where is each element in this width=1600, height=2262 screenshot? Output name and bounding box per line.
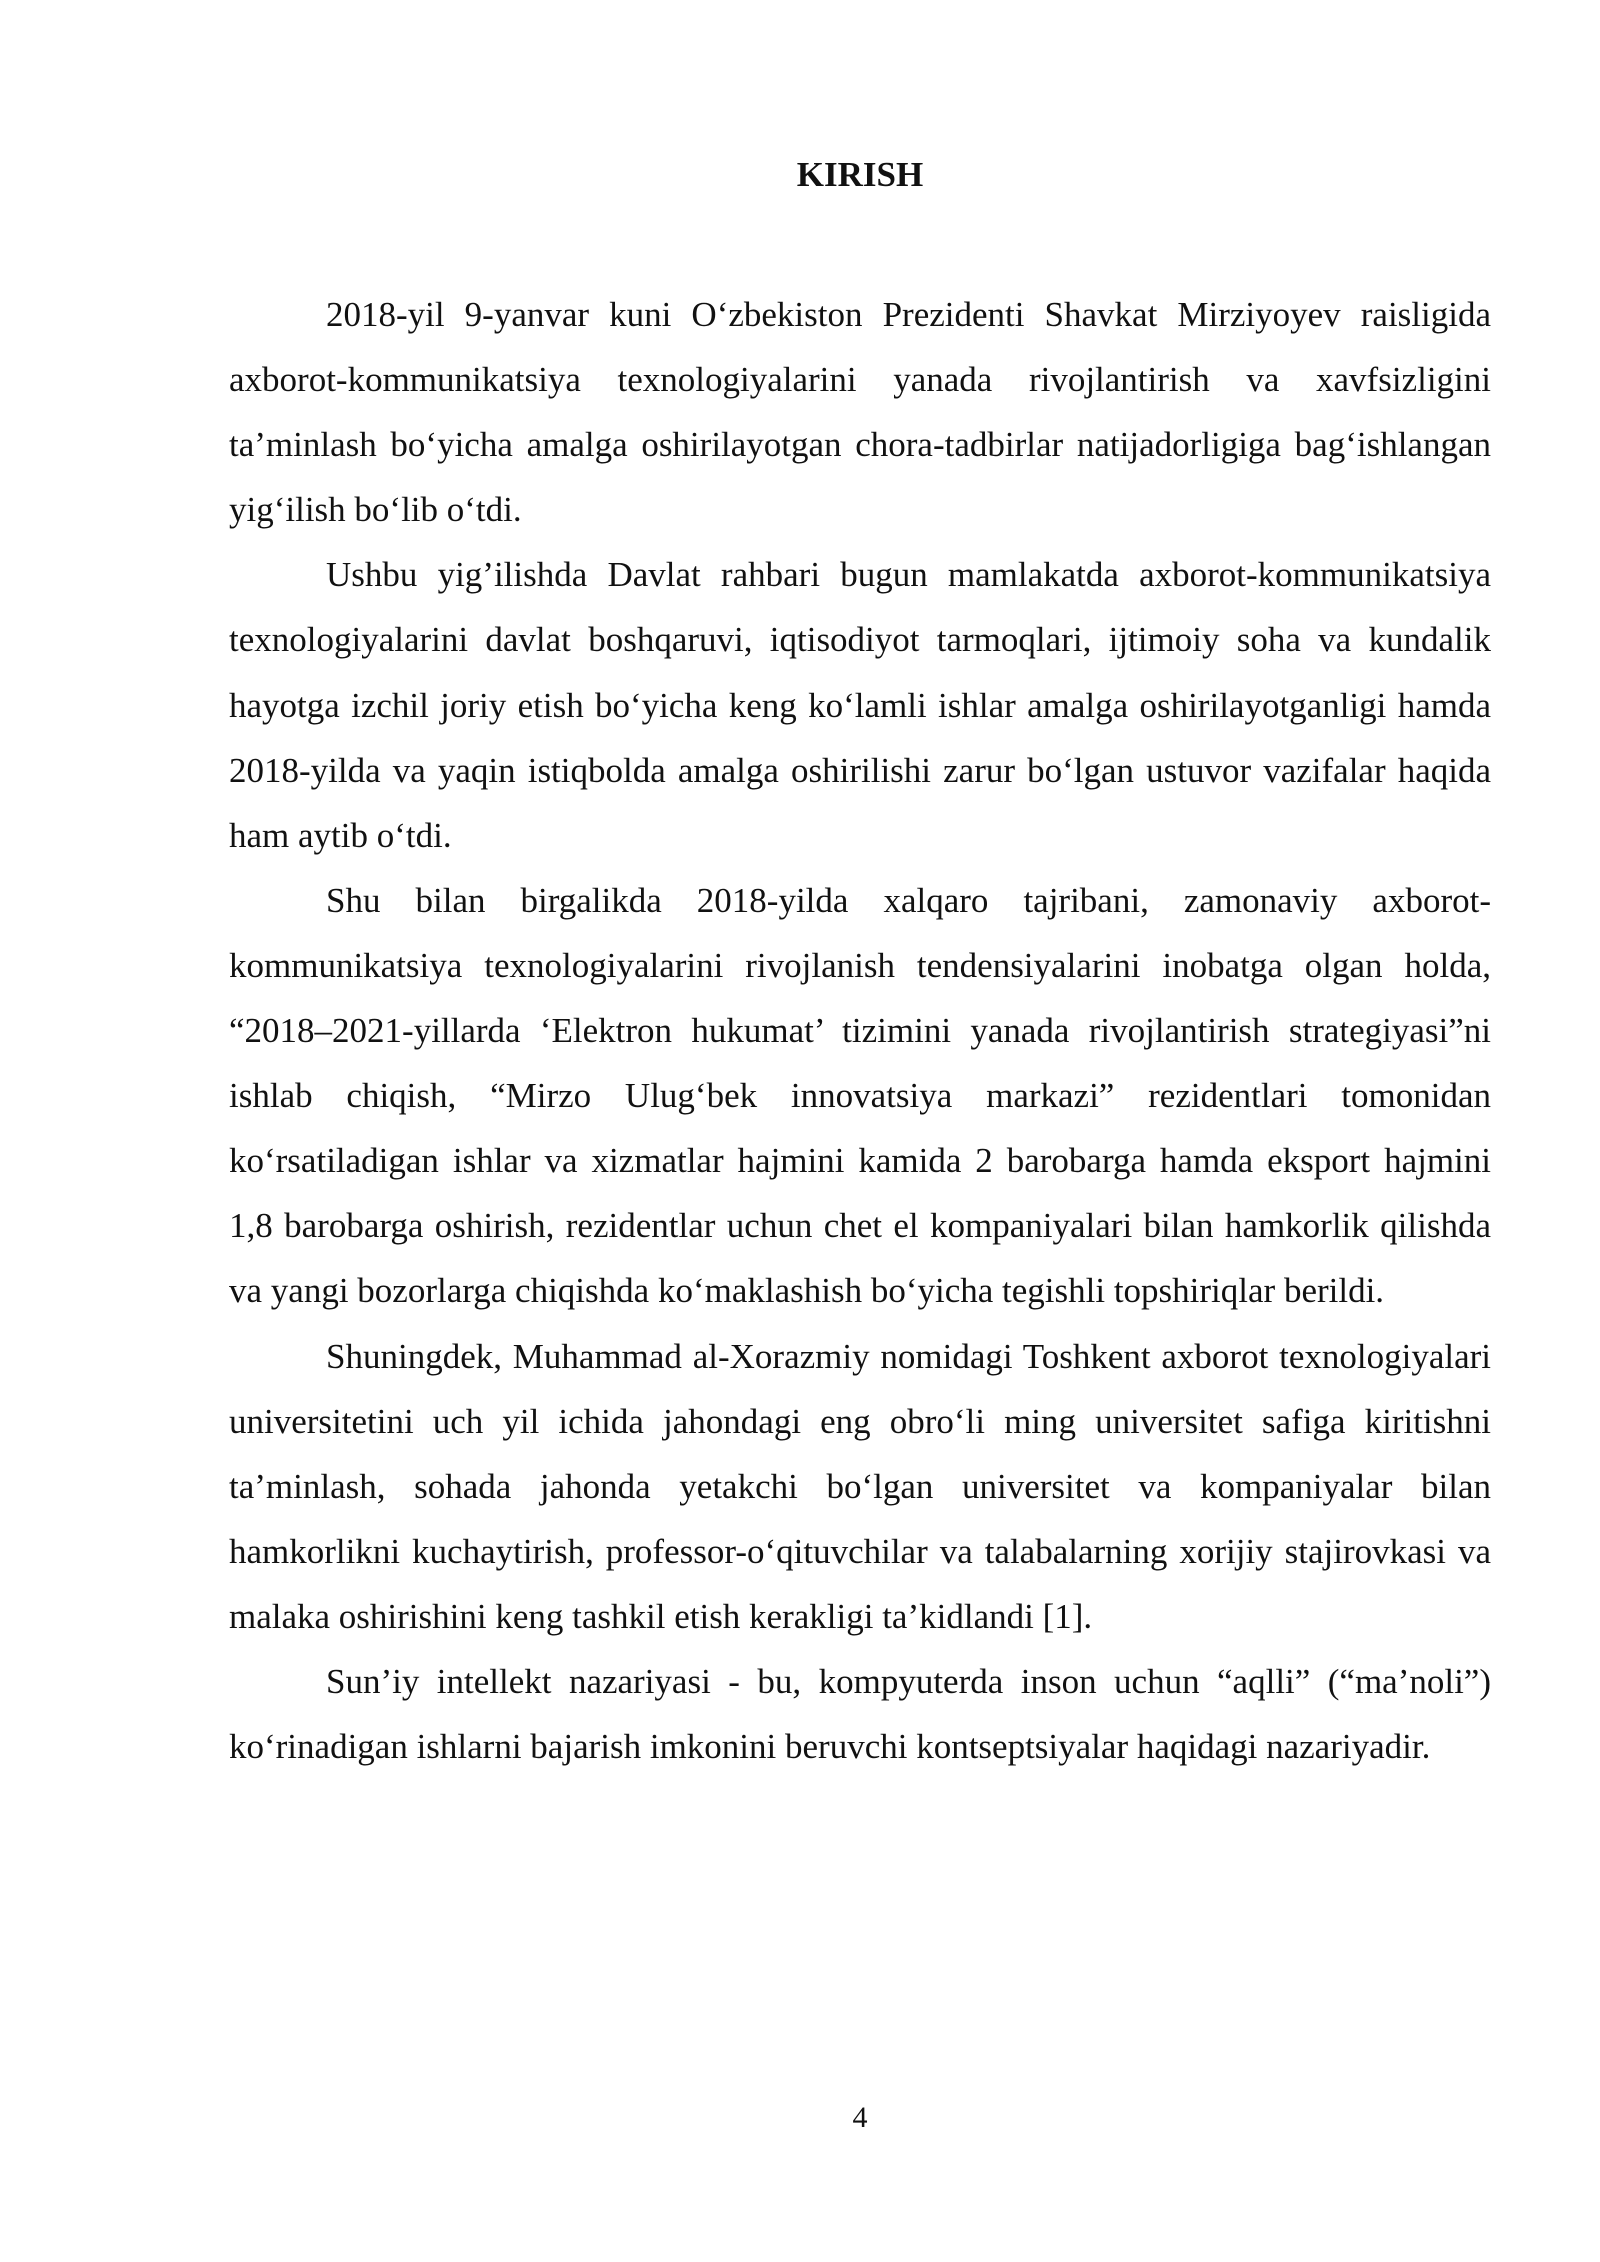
paragraph-3: Shu bilan birgalikda 2018-yilda xalqaro tajribani, zamonaviy axborot-kommunikatsiya texnologiyalarini rivojlanish tendensiyalarini inobatga olgan holda, “2018–2021-yillarda ‘Elektron hukumat’ tizimini yanada rivojlantirish strategiyasi”ni ishlab chiqish, “Mirzo Ulug‘bek innovatsiya markazi” rezidentlari tomonidan ko‘rsatiladigan ishlar va xizmatlar hajmini kamida 2 barobarga hamda eksport hajmini 1,8 barobarga oshirish, rezidentlar uchun chet el kompaniyalari bilan hamkorlik qilishda va yangi bozorlarga chiqishda ko‘maklashish bo‘yicha tegishli topshiriqlar berildi. [229, 880, 1491, 1311]
section-heading: KIRISH [796, 155, 924, 194]
body-text [229, 282, 1491, 1779]
paragraph-1: 2018-yil 9-yanvar kuni O‘zbekiston Prezidenti Shavkat Mirziyoyev raisligida axborot-kommunikatsiya texnologiyalarini yanada rivojlantirish va xavfsizligini ta’minlash bo‘yicha amalga oshirilayotgan chora-tadbirlar natijadorligiga bag‘ishlangan yig‘ilish bo‘lib o‘tdi. [229, 295, 1491, 530]
page-number: 4 [852, 2101, 868, 2134]
paragraph-4: Shuningdek, Muhammad al-Xorazmiy nomidagi Toshkent axborot texnologiyalari universitetini uch yil ichida jahondagi eng obro‘li ming universitet safiga kiritishni ta’minlash, sohada jahonda yetakchi bo‘lgan universitet va kompaniyalar bilan hamkorlikni kuchaytirish, professor-o‘qituvchilar va talabalarning xorijiy stajirovkasi va malaka oshirishini keng tashkil etish kerakligi ta’kidlandi [1]. [229, 1336, 1491, 1636]
paragraph-2: Ushbu yig’ilishda Davlat rahbari bugun mamlakatda axborot-kommunikatsiya texnologiyalarini davlat boshqaruvi, iqtisodiyot tarmoqlari, ijtimoiy soha va kundalik hayotga izchil joriy etish bo‘yicha keng ko‘lamli ishlar amalga oshirilayotganligi hamda 2018-yilda va yaqin istiqbolda amalga oshirilishi zarur bo‘lgan ustuvor vazifalar haqida ham aytib o‘tdi. [229, 555, 1491, 855]
paragraph-5: Sun’iy intellekt nazariyasi - bu, kompyuterda inson uchun “aqlli” (“ma’noli”) ko‘rinadigan ishlarni bajarish imkonini beruvchi kontseptsiyalar haqidagi nazariyadir. [229, 1661, 1491, 1767]
